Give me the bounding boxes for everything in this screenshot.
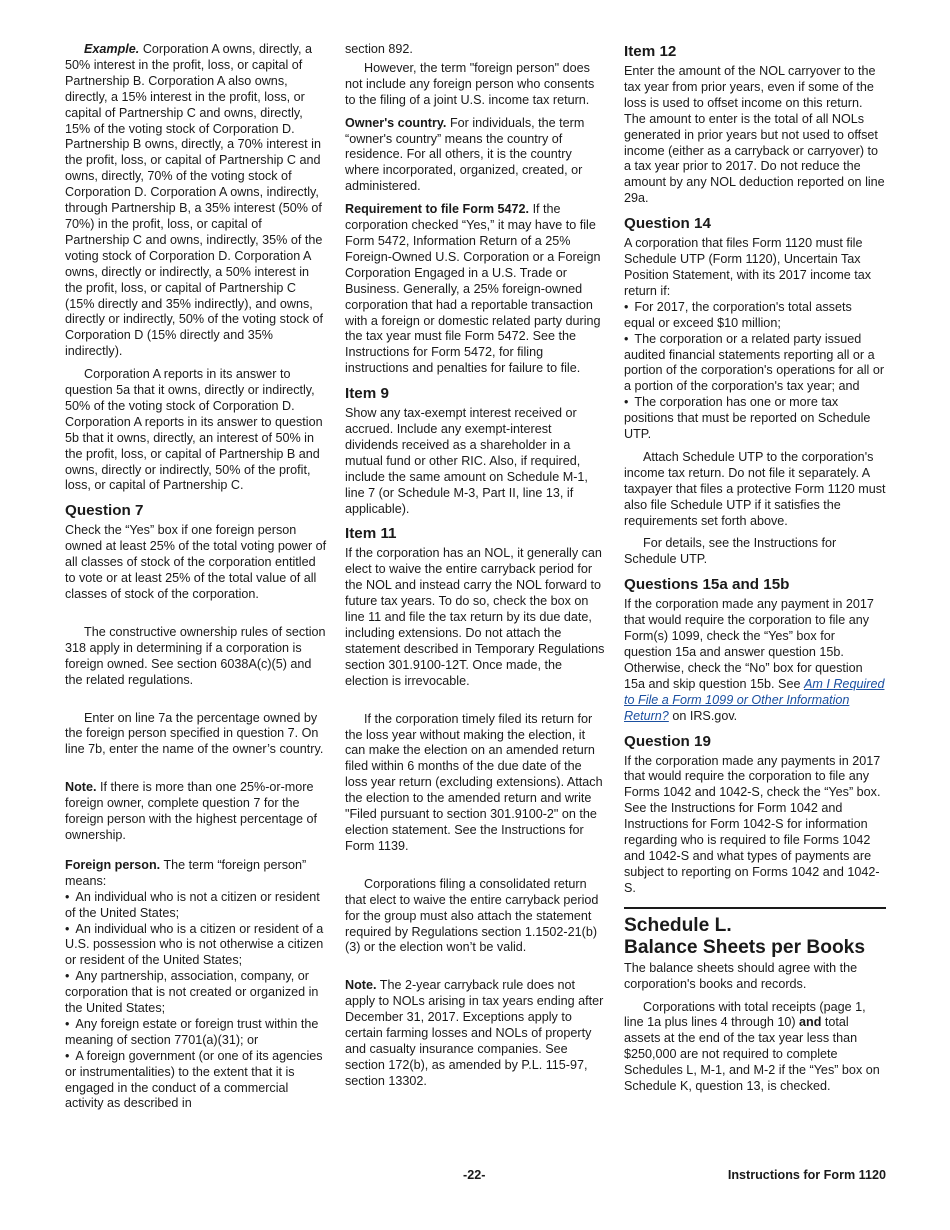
question-15-heading: Questions 15a and 15b	[624, 576, 790, 594]
column-right	[624, 42, 886, 1102]
question-7-paragraph-3: Enter on line 7a the percentage owned by the foreign person specified in question 7. On line 7b, enter the name of the owner’s country.	[65, 710, 324, 757]
item-11-heading: Item 11	[345, 525, 397, 543]
question-15-body: If the corporation made any payment in 2017 that would require the corporation to file any Form(s) 1099, check the “Yes” box for question 15a and answer question 15b. Otherwise, check the “No” box for question 15a and skip question 15b. See	[624, 597, 874, 691]
schedule-l-heading-line1: Schedule L.	[624, 914, 732, 936]
list-item: • An individual who is not a citizen or resident of the United States;	[65, 890, 327, 922]
foreign-person-paragraph	[65, 858, 327, 890]
item-11-paragraph-1: If the corporation has an NOL, it generally can elect to waive the entire carryback period for the NOL and instead carry the NOL forward to future tax years. To do so, check the box on line 11 and file the tax return by its due date, including extensions. Do not attach the statement described in Temporary Regulations section 301.9100-12T. Once made, the election is irrevocable.	[345, 546, 605, 688]
note-body: The 2-year carryback rule does not apply to NOLs arising in tax years ending after December 31, 2017. Exceptions apply to certain farming losses and NOLs of property and casualty insurance companies. See section 172(b), as amended by P.L. 115-97, section 13302.	[345, 978, 604, 1088]
schedule-l-p2-b: total assets at the end of the tax year less than $250,000 are not required to complete Schedules L, M-1, and M-2 if the “Yes” box on Schedule K, question 13, is checked.	[624, 1015, 880, 1094]
form-1099-link[interactable]: Am I Required to File a Form 1099 or Other Information Return?	[624, 676, 885, 723]
list-item: • Any foreign estate or foreign trust within the meaning of section 7701(a)(31); or	[65, 1017, 327, 1049]
column-left	[65, 42, 327, 1119]
list-item: • The corporation or a related party issued audited financial statements reporting all or a portion of the corporation's operations for all or a portion of the corporation's tax year; and	[624, 332, 886, 396]
item-12-paragraph: Enter the amount of the NOL carryover to the tax year from prior years, even if some of the loss is used to offset income on this return. The amount to enter is the total of all NOLs generated in prior years but not used to offset income (either as a carryback or carryover) to a tax year prior to 2017. Do not reduce the amount by any NOL deduction reported on line 29a.	[624, 64, 885, 206]
question-7-heading: Question 7	[65, 502, 144, 520]
note-lead: Note.	[65, 780, 97, 795]
list-item: • The corporation has one or more tax positions that must be reported on Schedule UTP.	[624, 395, 886, 443]
requirement-5472-lead: Requirement to file Form 5472.	[345, 202, 530, 217]
note-body: If there is more than one 25%-or-more foreign owner, complete question 7 for the foreign person with the highest percentage of ownership.	[65, 780, 318, 842]
schedule-l-heading-line2: Balance Sheets per Books	[624, 936, 866, 958]
item-12-heading: Item 12	[624, 43, 677, 60]
question-14-paragraph: A corporation that files Form 1120 must file Schedule UTP (Form 1120), Uncertain Tax Position Statement, with its 2017 income tax return if:	[624, 236, 872, 298]
question-19-heading: Question 19	[624, 732, 711, 750]
question-15-paragraph	[624, 597, 886, 724]
example-paragraph	[65, 42, 327, 360]
foreign-person-lead: Foreign person.	[65, 857, 161, 872]
document-name: Instructions for Form 1120	[727, 1168, 886, 1182]
item-9-heading: Item 9	[345, 385, 389, 403]
schedule-l-p2-bold: and	[799, 1015, 822, 1030]
question-14-paragraph-2: Attach Schedule UTP to the corporation's income tax return. Do not file it separately. A taxpayer that files a protective Form 1120 must also file Schedule UTP if it satisfies the requirements set forth above.	[624, 449, 886, 528]
item-9-paragraph: Show any tax-exempt interest received or accrued. Include any exempt-interest dividends received as a shareholder in a mutual fund or other RIC. Also, if required, include the same amount on Schedule M-1, line 7 (or Schedule M-3, Part II, line 13, if applicable).	[345, 406, 588, 516]
requirement-5472-paragraph	[345, 202, 607, 377]
however-paragraph: However, the term "foreign person" does not include any foreign person who consents to the filing of a joint U.S. income tax return.	[345, 60, 595, 107]
foreign-person-list	[65, 890, 327, 1113]
note-lead: Note.	[345, 978, 377, 993]
section-divider	[624, 907, 886, 909]
question-7-paragraph-2: The constructive ownership rules of section 318 apply in determining if a corporation is foreign owned. See section 6038A(c)(5) and the related regulations.	[65, 624, 326, 687]
schedule-l-p2-a: Corporations with total receipts (page 1, line 1a plus lines 4 through 10)	[624, 999, 866, 1030]
question-14-heading: Question 14	[624, 215, 711, 233]
question-14-list	[624, 300, 886, 443]
column-middle	[345, 42, 607, 1097]
question-15-tail: on IRS.gov.	[672, 708, 738, 723]
note-paragraph	[345, 978, 607, 1089]
schedule-l-paragraph-2	[624, 1000, 886, 1095]
note-paragraph	[65, 780, 327, 844]
item-11-paragraph-3: Corporations filing a consolidated return that elect to waive the entire carryback period for the group must also attach the statement required by Regulations section 1.1502-21(b)(3) or the election won’t be valid.	[345, 876, 599, 955]
list-item: • A foreign government (or one of its agencies or instrumentalities) to the extent that it is engaged in the conduct of a commercial activity as described in	[65, 1049, 327, 1113]
owners-country-paragraph	[345, 116, 607, 196]
example-body: Corporation A owns, directly, a 50% interest in the profit, loss, or capital of Partnership B. Corporation A also owns, directly, a 15% interest in the profit, loss, or capital of Partnership C and owns, directly, 15% of the voting stock of Corporation D. Partnership B owns, directly, a 70% interest in the profit, loss, or capital of Partnership C and owns, directly, 70% of the voting stock of Corporation D. Corporation A owns, indirectly, through Partnership B, a 35% interest (50% of 70%) in the profit, loss, or capital of Partnership C and owns, indirectly, 35% of the voting stock of Corporation D. Corporation A owns, directly or indirectly, a 50% interest in the profit, loss, or capital of Partnership C (15% directly and 35% indirectly), and owns, directly or indirectly, 50% of the voting stock of Corporation D (15% directly and 35% indirectly).	[65, 42, 324, 359]
page-number: -22-	[463, 1168, 486, 1182]
owners-country-lead: Owner's country.	[345, 115, 447, 130]
schedule-l-paragraph-1: The balance sheets should agree with the corporation's books and records.	[624, 960, 858, 991]
schedule-l-heading	[624, 915, 886, 959]
question-19-paragraph: If the corporation made any payments in 2017 that would require the corporation to file any Forms 1042 and 1042-S, check the “Yes” box. See the Instructions for Form 1042 and Instructions for Form 1042-S for information regarding who is required to file Forms 1042 and 1042-S and what types of payments are subject to reporting on Forms 1042 and 1042-S.	[624, 753, 881, 895]
list-item: • An individual who is a citizen or resident of a U.S. possession who is not otherwise a citizen or resident of the United States;	[65, 922, 327, 970]
requirement-5472-body: If the corporation checked “Yes,” it may have to file Form 5472, Information Return of a 25% Foreign-Owned U.S. Corporation or a Foreign Corporation Engaged in a U.S. Trade or Business. Generally, a 25% foreign-owned corporation that had a reportable transaction with a foreign or domestic related party during the tax year must file Form 5472. See the Instructions for Form 5472, for filing instructions and penalties for failure to file.	[345, 202, 601, 376]
question-7-paragraph-1: Check the “Yes” box if one foreign person owned at least 25% of the total voting power of all classes of stock of the corporation entitled to vote or at least 25% of the total value of all classes of stock of the corporation.	[65, 523, 327, 601]
item-11-paragraph-2: If the corporation timely filed its return for the loss year without making the election, it can make the election on an amended return filed within 6 months of the due date of the loss year return (excluding extensions). Attach the election to the amended return and write "Filed pursuant to section 301.9100-2" on the election statement. See the Instructions for Form 1139.	[345, 711, 603, 853]
owners-country-body: For individuals, the term “owner's country” means the country of residence. For all others, it is the country where incorporated, organized, created, or administered.	[345, 115, 585, 194]
continued-text: section 892.	[345, 42, 413, 56]
question-14-paragraph-3: For details, see the Instructions for Schedule UTP.	[624, 536, 837, 567]
example-paragraph-2: Corporation A reports in its answer to question 5a that it owns, directly or indirectly, 50% of the voting stock of Corporation D. Corporation A reports in its answer to question 5b that it owns, directly, an interest of 50% in the profit, loss, or capital of Partnership B and owns, directly or indirectly, 50% of the profit, loss, or capital of Partnership C.	[65, 367, 323, 493]
example-lead: Example.	[84, 42, 140, 56]
list-item: • Any partnership, association, company, or corporation that is not created or organized in the United States;	[65, 969, 327, 1017]
foreign-person-body: The term “foreign person” means:	[65, 857, 307, 888]
list-item: • For 2017, the corporation's total assets equal or exceed $10 million;	[624, 300, 886, 332]
